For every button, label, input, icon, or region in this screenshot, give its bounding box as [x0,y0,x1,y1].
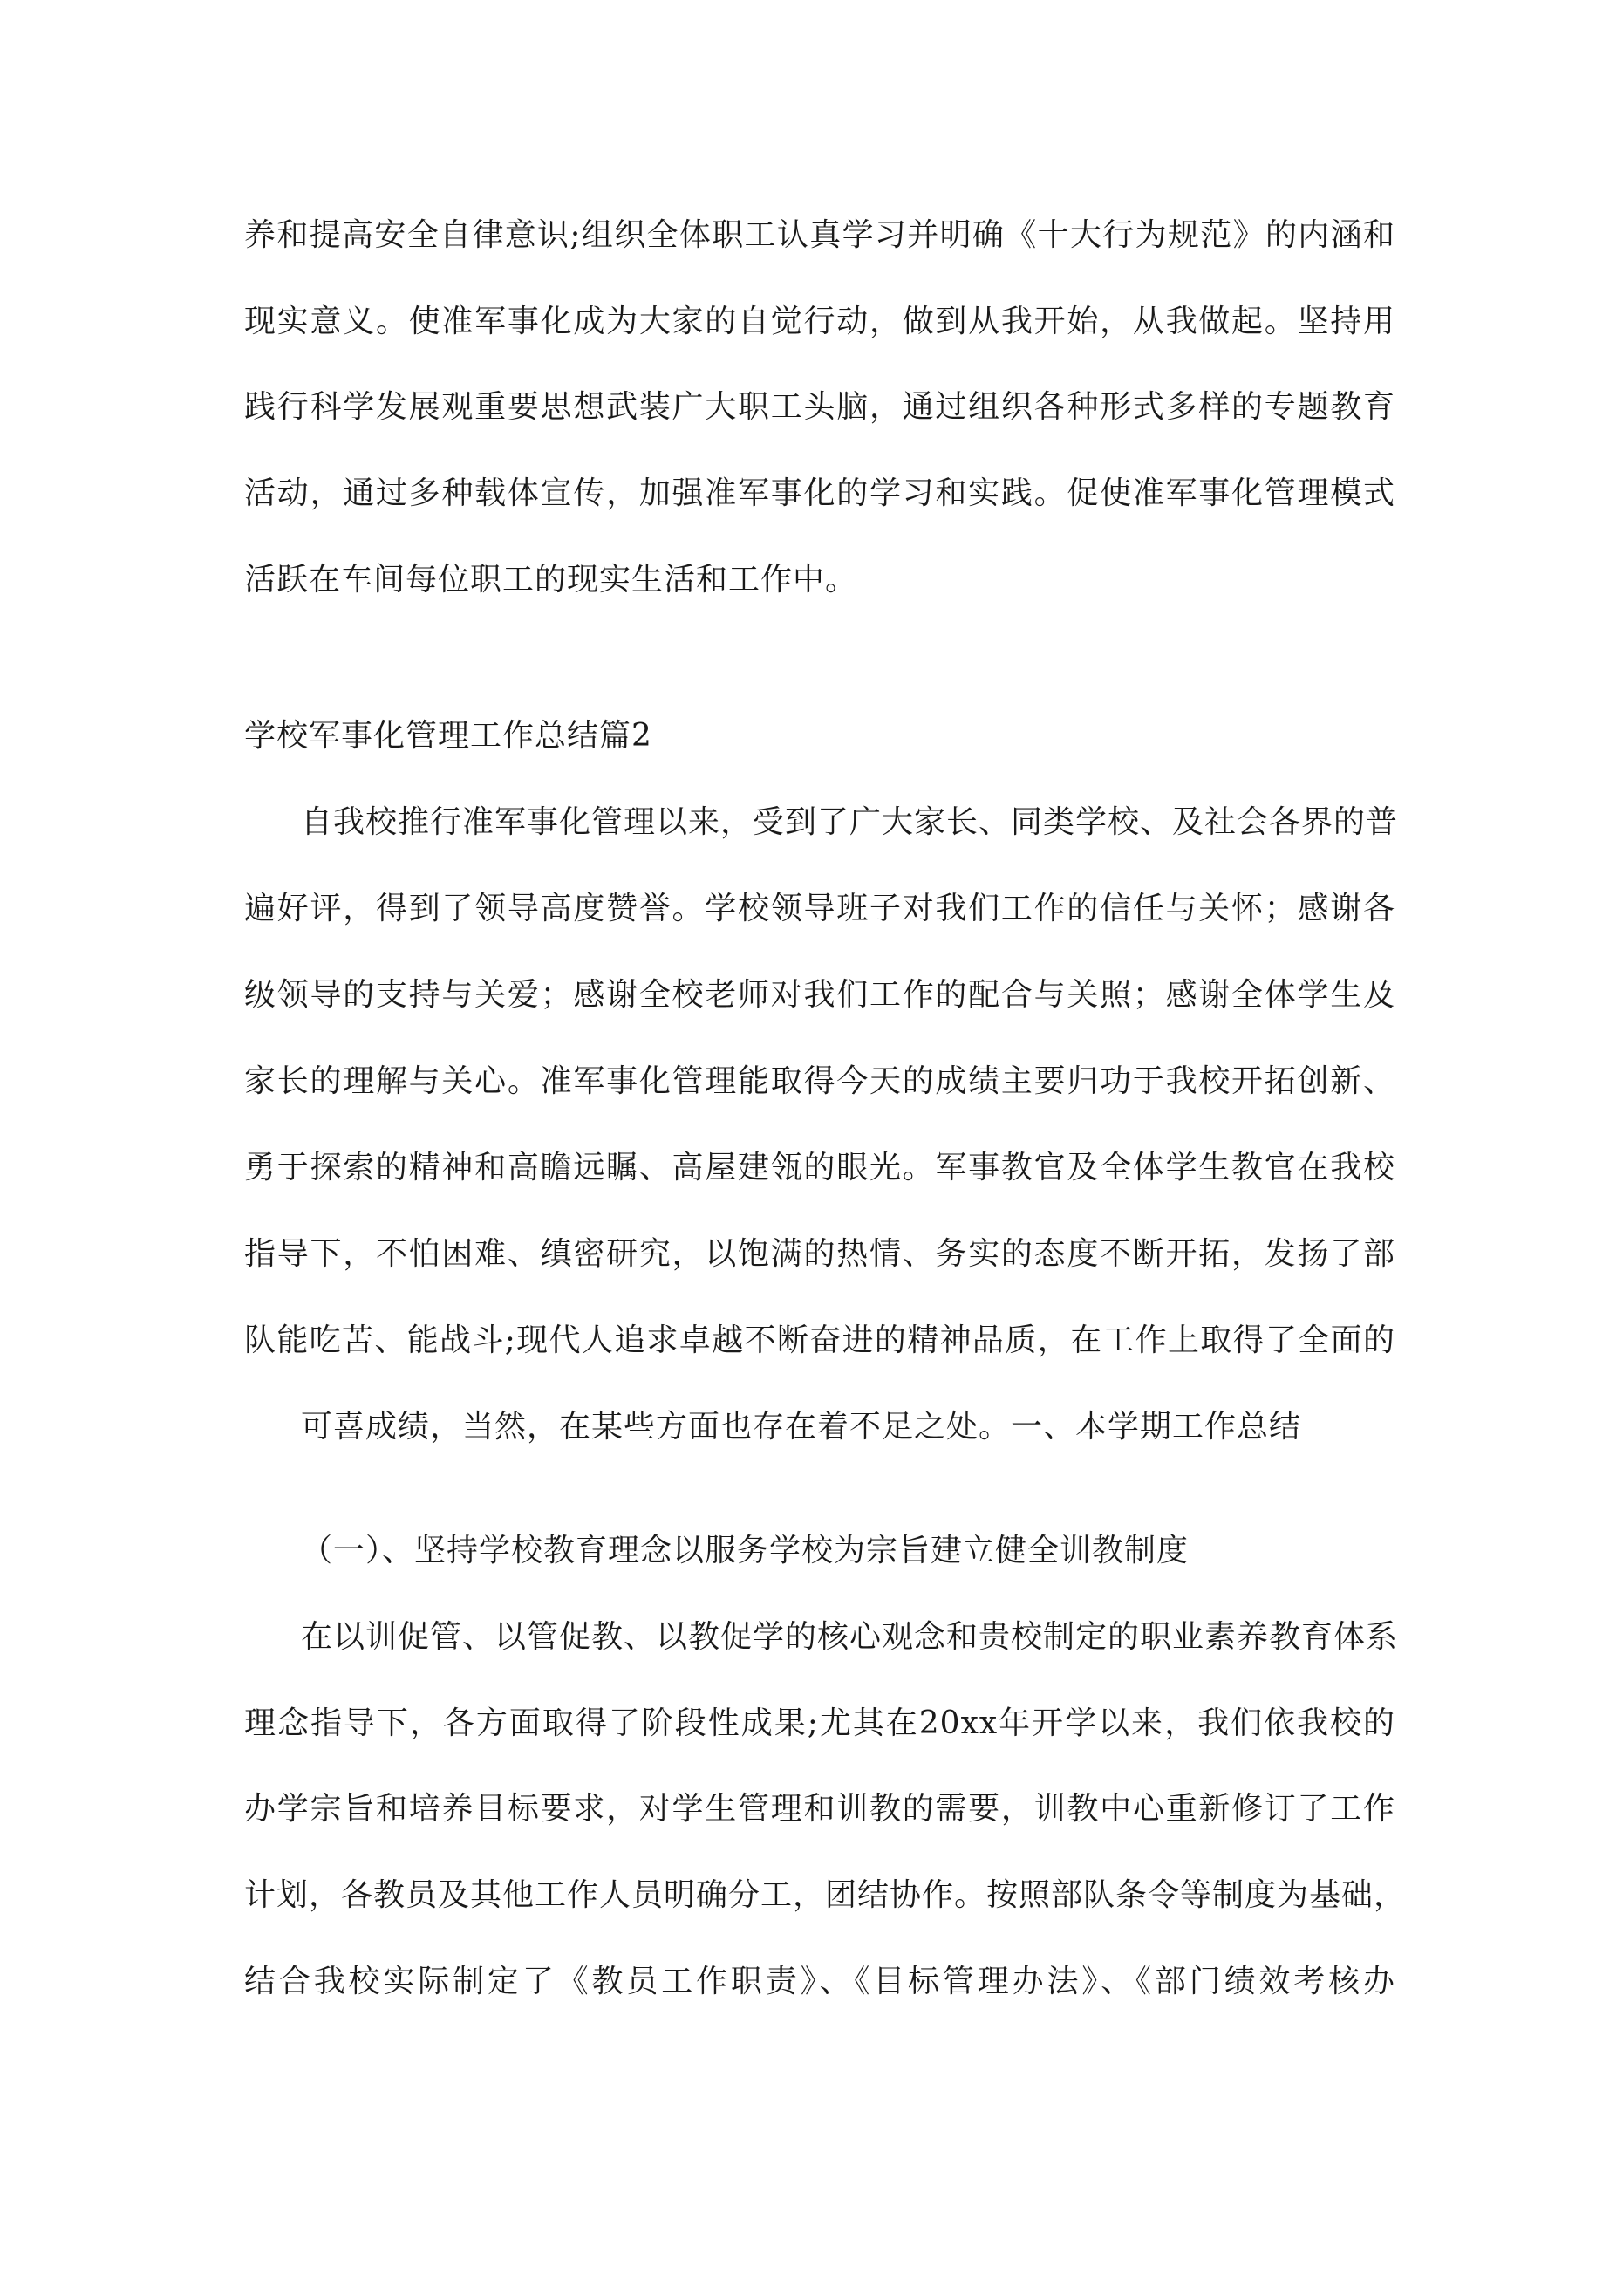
paragraph-line: 计划，各教员及其他工作人员明确分工，团结协作。按照部队条令等制度为基础， [244,1877,1407,1913]
paragraph-line: 队能吃苦、能战斗;现代人追求卓越不断奋进的精神品质，在工作上取得了全面的 [244,1322,1395,1358]
paragraph-line: 指导下，不怕困难、缜密研究，以饱满的热情、务实的态度不断开拓，发扬了部 [244,1236,1395,1272]
paragraph-line: 践行科学发展观重要思想武装广大职工头脑，通过组织各种形式多样的专题教育 [244,389,1395,425]
paragraph-line: 遍好评，得到了领导高度赞誉。学校领导班子对我们工作的信任与关怀；感谢各 [244,891,1395,926]
paragraph-line: 活跃在车间每位职工的现实生活和工作中。 [244,562,858,598]
paragraph-line: 理念指导下，各方面取得了阶段性成果;尤其在20xx年开学以来，我们依我校的 [244,1705,1395,1741]
paragraph-line: 勇于探索的精神和高瞻远瞩、高屋建瓴的眼光。军事教官及全体学生教官在我校 [244,1150,1395,1186]
paragraph-line: 养和提高安全自律意识;组织全体职工认真学习并明确《十大行为规范》的内涵和 [244,217,1395,253]
subsection-heading: （一）、坚持学校教育理念以服务学校为宗旨建立健全训教制度 [301,1533,1190,1568]
paragraph-line: 现实意义。使准军事化成为大家的自觉行动，做到从我开始，从我做起。坚持用 [244,304,1395,339]
paragraph-line: 自我校推行准军事化管理以来，受到了广大家长、同类学校、及社会各界的普 [301,804,1399,840]
paragraph-line: 在以训促管、以管促教、以教促学的核心观念和贵校制定的职业素养教育体系 [301,1619,1399,1655]
paragraph-line: 家长的理解与关心。准军事化管理能取得今天的成绩主要归功于我校开拓创新、 [244,1063,1395,1099]
paragraph-line: 级领导的支持与关爱；感谢全校老师对我们工作的配合与关照；感谢全体学生及 [244,977,1395,1013]
paragraph-line: 结合我校实际制定了《教员工作职责》、《目标管理办法》、《部门绩效考核办 [244,1964,1395,1999]
paragraph-line: 办学宗旨和培养目标要求，对学生管理和训教的需要，训教中心重新修订了工作 [244,1791,1395,1827]
paragraph-line: 可喜成绩，当然，在某些方面也存在着不足之处。一、本学期工作总结 [301,1409,1302,1445]
paragraph-line: 活动，通过多种载体宣传，加强准军事化的学习和实践。促使准军事化管理模式 [244,475,1395,511]
section-heading: 学校军事化管理工作总结篇2 [244,718,652,754]
